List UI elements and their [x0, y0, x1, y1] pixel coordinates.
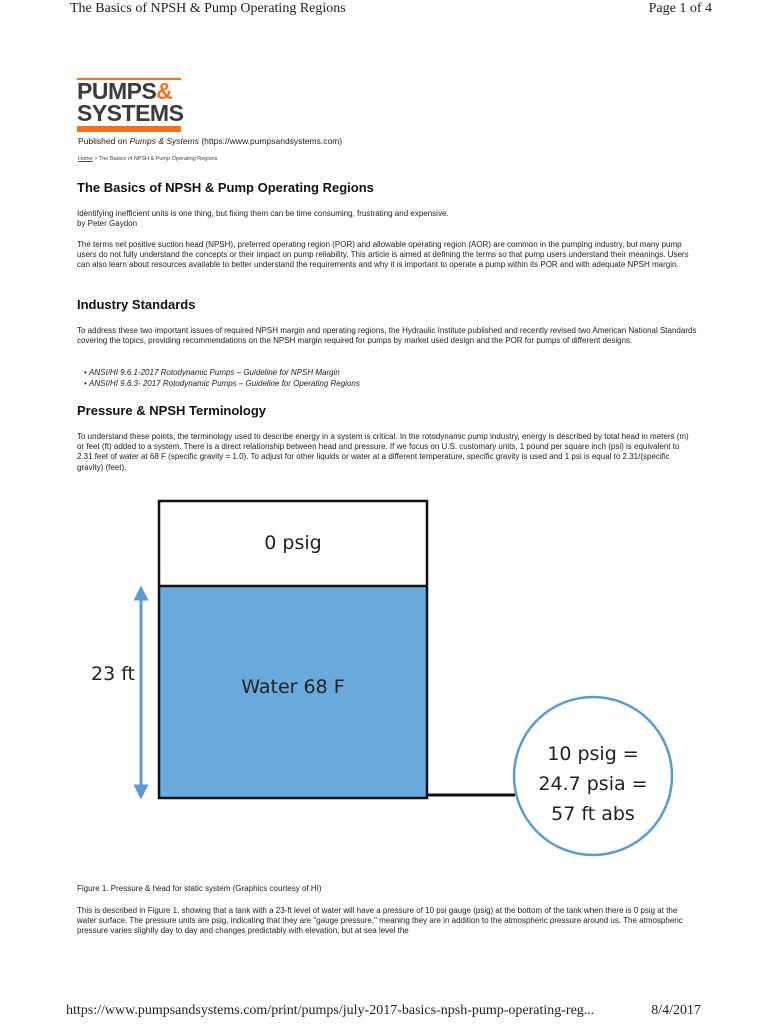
bubble-line-3: 57 ft abs [551, 803, 635, 825]
print-footer-url[interactable]: https://www.pumpsandsystems.com/print/pumps/july-2017-basics-npsh-pump-operating-reg... [66, 1003, 595, 1018]
bubble-line-1: 10 psig = [547, 743, 639, 765]
standards-list [84, 368, 360, 389]
site-link[interactable]: (https://www.pumpsandsystems.com) [201, 136, 343, 146]
print-header-title: The Basics of NPSH & Pump Operating Regions [70, 1, 346, 16]
print-footer-date: 8/4/2017 [651, 1003, 701, 1018]
breadcrumb-home-link[interactable]: Home [78, 156, 93, 162]
author-line: by Peter Gaydon [77, 219, 138, 229]
article-deck: Identifying inefficient units is one thing, but fixing them can be time consuming, frustrating and expensive. by Peter Gaydon [77, 209, 449, 229]
logo-bottom-bar [77, 126, 181, 132]
closing-paragraph: This is described in Figure 1, showing that a tank with a 23-ft level of water will have a pressure of 10 psi gauge (psig) at the bottom of the tank when there is 0 psig at the water surface. The pressure units are psig, indicating that they are "gauge pressure," meaning they are in addition to the atmospheric pressure around us. The atmospheric pressure varies slightly day to day and changes predictably with elevation, but at sea level the [77, 906, 683, 936]
bubble-line-2: 24.7 psia = [538, 773, 648, 795]
surface-pressure-label: 0 psig [264, 532, 322, 554]
logo-line2: SYSTEMS [77, 100, 184, 126]
industry-standards-paragraph: To address these two important issues of required NPSH margin and operating regions, the Hydraulic Institute published and recently revised two American National Standards covering the topics, providing recommendations on the NPSH margin required for pumps by market used design and the POR for pumps of different designs. [77, 326, 697, 346]
page-number: Page 1 of 4 [648, 1, 712, 16]
figure-1-tank-diagram [60, 498, 680, 878]
height-label: 23 ft [90, 663, 136, 685]
list-item: • ANSI/HI 9.6.3- 2017 Rotodynamic Pumps – Guideline for Operating Regions [84, 379, 360, 390]
logo-line1: PUMPS& [77, 78, 173, 104]
water-label: Water 68 F [241, 676, 345, 698]
section-heading-industry-standards: Industry Standards [77, 297, 196, 312]
breadcrumb: Home > The Basics of NPSH & Pump Operating Regions [78, 156, 218, 162]
article-title: The Basics of NPSH & Pump Operating Regions [77, 180, 374, 195]
published-on: Published on Pumps & Systems (https://www.pumpsandsystems.com) [78, 136, 343, 146]
list-item: • ANSI/HI 9.6.1-2017 Rotodynamic Pumps – Guideline for NPSH Margin [84, 368, 360, 379]
pumps-systems-logo[interactable] [77, 78, 184, 132]
intro-paragraph: The terms net positive suction head (NPSH), preferred operating region (POR) and allowable operating region (AOR) are common in the pumping industry, but many pump users do not fully understand the concepts or their impact on pump reliability. This article is aimed at defining the terms so that pump users understand their meanings. Users can also learn about resources available to better understand the requirements and why it is important to operate a pump within its POR and with adequate NPSH margin. [77, 240, 689, 270]
section-heading-pressure-terminology: Pressure & NPSH Terminology [77, 403, 267, 418]
figure-caption: Figure 1. Pressure & head for static system (Graphics courtesy of HI) [77, 884, 322, 893]
pressure-terminology-paragraph: To understand these points, the terminology used to describe energy in a system is critical. In the rotodynamic pump industry, energy is described by total head in meters (m) or feet (ft) added to a system. There is a direct relationship between head and pressure. If we focus on U.S. customary units, 1 pound per square inch (psi) is equivalent to 2.31 feet of water at 68 F (specific gravity = 1.0). To adjust for other liquids or water at a different temperature, specific gravity is used and 1 psi is equal to 2.31/(specific gravity) (feet). [77, 432, 689, 472]
